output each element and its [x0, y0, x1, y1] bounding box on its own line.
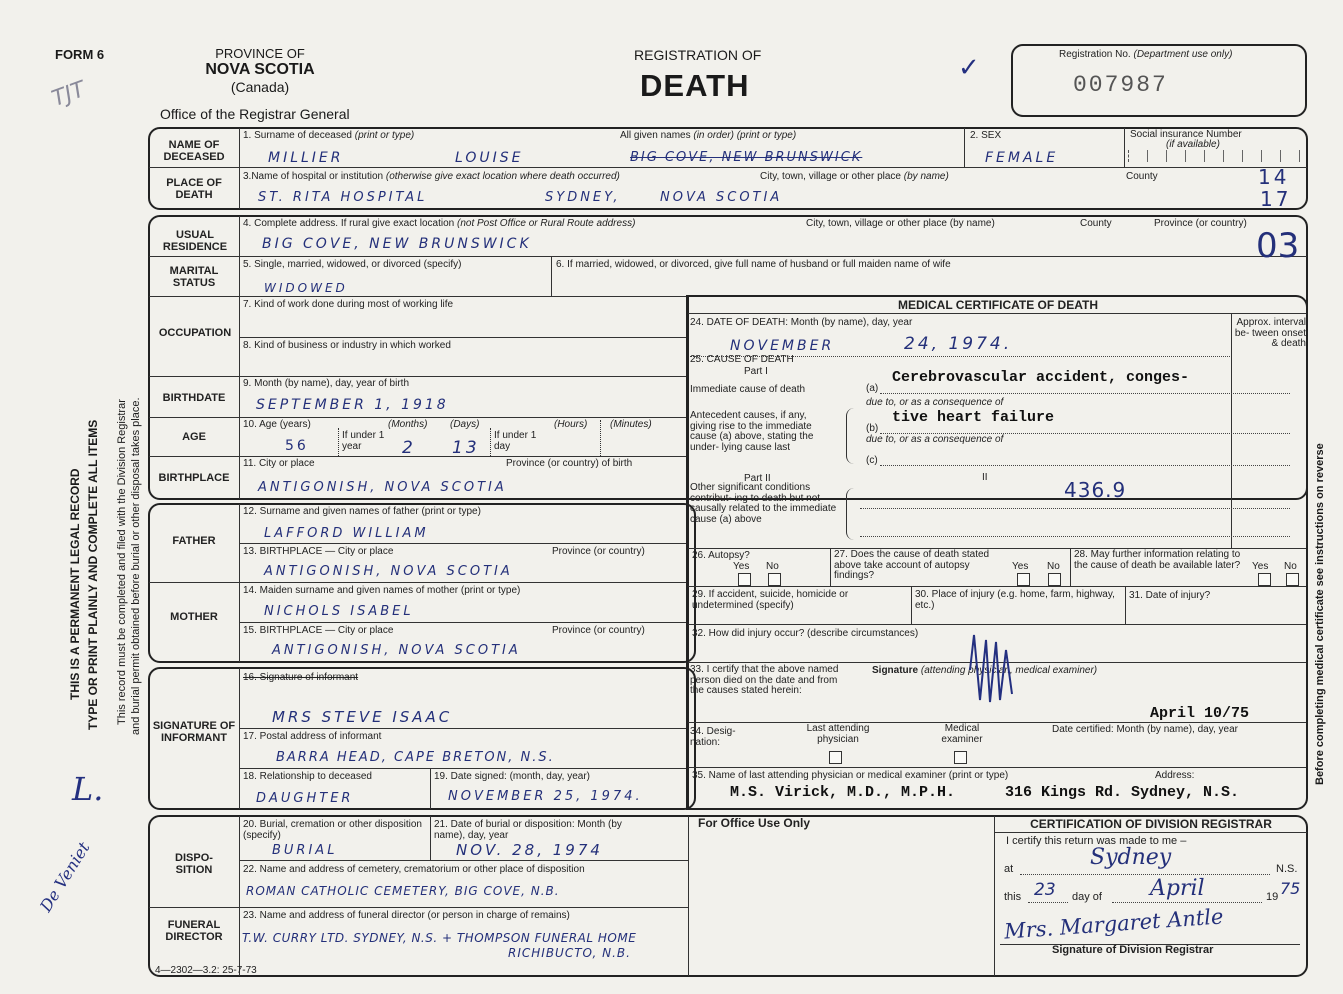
- label-industry: 8. Kind of business or industry in which worked: [243, 340, 451, 351]
- type-print-text: TYPE OR PRINT PLAINLY AND COMPLETE ALL ITEMS: [86, 419, 100, 730]
- corner-note: TJT: [48, 77, 89, 112]
- autopsy-no-checkbox[interactable]: [768, 573, 781, 586]
- value-cemetery: ROMAN CATHOLIC CEMETERY, BIG COVE, N.B.: [246, 884, 560, 898]
- label-28-no: No: [1284, 561, 1297, 572]
- label-marital: 5. Single, married, widowed, or divorced (specify): [243, 259, 462, 270]
- label-date-of-death: 24. DATE OF DEATH: Month (by name), day, year: [690, 317, 913, 328]
- label-address: 4. Complete address. If rural give exact location (not Post Office or Rural Route address): [243, 218, 636, 229]
- label-due-to-2: due to, or as a consequence of: [866, 434, 1004, 445]
- label-designation: 34. Desig- nation:: [690, 726, 736, 748]
- label-city-town: City, town, village or other place (by name): [760, 171, 949, 182]
- label-relationship: 18. Relationship to deceased: [243, 771, 372, 782]
- check-mark: ✓: [958, 52, 980, 82]
- value-funeral-2: RICHIBUCTO, N.B.: [508, 946, 631, 960]
- label-28-yes: Yes: [1252, 561, 1269, 572]
- brace-antecedent: [846, 408, 857, 464]
- value-hospital: ST. RITA HOSPITAL: [258, 190, 428, 205]
- label-informant-address: 17. Postal address of informant: [243, 731, 382, 742]
- permanent-record-text: THIS IS A PERMANENT LEGAL RECORD: [68, 468, 82, 700]
- complete-text-1: This record must be completed and filed with the Division Registrar: [116, 399, 128, 725]
- section-funeral-director: FUNERAL DIRECTOR: [165, 919, 223, 943]
- label-cause-of-death: 25. CAUSE OF DEATH: [690, 354, 794, 365]
- value-mother: NICHOLS ISABEL: [264, 604, 414, 619]
- section-birthplace: BIRTHPLACE: [158, 472, 230, 484]
- value-mother-birthplace: ANTIGONISH, NOVA SCOTIA: [272, 643, 521, 658]
- label-autopsy-no: No: [766, 561, 779, 572]
- label-sin: Social insurance Number: [1130, 129, 1242, 140]
- value-informant-address: BARRA HEAD, CAPE BRETON, N.S.: [276, 750, 555, 765]
- label-date-certified: Date certified: Month (by name), day, year: [1052, 724, 1239, 735]
- value-marital: WIDOWED: [264, 281, 348, 295]
- label-age-days: (Days): [450, 419, 480, 430]
- value-date-signed: NOVEMBER 25, 1974.: [448, 789, 643, 804]
- section-marital-status: MARITAL STATUS: [169, 265, 219, 289]
- form-number: FORM 6: [55, 47, 105, 62]
- section-father: FATHER: [172, 535, 216, 547]
- province-line1: PROVINCE OF: [215, 46, 305, 61]
- section-birthdate: BIRTHDATE: [162, 392, 226, 404]
- label-father-province: Province (or country): [552, 546, 645, 557]
- section-mother: MOTHER: [170, 611, 218, 623]
- death-title: DEATH: [640, 68, 750, 103]
- label-medical-examiner: Medical examiner: [941, 723, 983, 745]
- label-autopsy: 26. Autopsy?: [692, 550, 750, 561]
- label-other-conditions: Other significant conditions contribut- ing to death but not causally related to the immediate cause (a) above: [690, 482, 837, 525]
- province-line3: (Canada): [230, 79, 290, 95]
- label-part2-mark: II: [982, 472, 988, 483]
- label-autopsy-yes: Yes: [733, 561, 750, 572]
- label-county: County: [1126, 171, 1158, 182]
- label-place-injury: 30. Place of injury (e.g. home, farm, highway, etc.): [915, 589, 1115, 611]
- value-sex: FEMALE: [985, 150, 1059, 166]
- value-physician: M.S. Virick, M.D., M.P.H.: [730, 784, 956, 801]
- value-certified-date: April 10/75: [1150, 705, 1250, 722]
- section-occupation: OCCUPATION: [158, 327, 232, 339]
- value-age-days: 13: [452, 438, 480, 458]
- value-registrar-day: 23: [1034, 880, 1056, 900]
- registrar-signature: Mrs. Margaret Antle: [1003, 904, 1225, 944]
- label-year-prefix: 19: [1266, 891, 1279, 903]
- value-relationship: DAUGHTER: [256, 791, 354, 806]
- label-under-day: If under 1 day: [494, 430, 537, 452]
- label-how-injury: 32. How did injury occur? (describe circumstances): [692, 628, 919, 639]
- label-age-minutes: (Minutes): [610, 419, 652, 430]
- label-c: (c): [866, 455, 878, 466]
- label-birthdate: 9. Month (by name), day, year of birth: [243, 378, 410, 389]
- label-day-of: day of: [1072, 891, 1102, 903]
- registration-number-box: [1011, 44, 1307, 117]
- value-father: LAFFORD WILLIAM: [264, 526, 429, 541]
- margin-initial: L.: [72, 770, 104, 808]
- label-cemetery: 22. Name and address of cemetery, crematorium or other place of disposition: [243, 864, 585, 875]
- province-heading: [195, 46, 325, 95]
- further-info-yes-checkbox[interactable]: [1258, 573, 1271, 586]
- value-father-birthplace: ANTIGONISH, NOVA SCOTIA: [264, 564, 513, 579]
- value-given-names: LOUISE: [455, 150, 524, 166]
- label-signature-informant: 16. Signature of informant: [243, 672, 359, 683]
- section-usual-residence: USUAL RESIDENCE: [162, 229, 228, 253]
- value-registrar-month: April: [1150, 876, 1205, 901]
- medical-title: MEDICAL CERTIFICATE OF DEATH: [898, 298, 1098, 312]
- label-burial: 20. Burial, cremation or other disposition (specify): [243, 819, 422, 841]
- label-father-name: 12. Surname and given names of father (print or type): [243, 506, 481, 517]
- label-mother-province: Province (or country): [552, 625, 645, 636]
- last-attending-checkbox[interactable]: [829, 751, 842, 764]
- label-date-injury: 31. Date of injury?: [1129, 590, 1211, 601]
- label-immediate-cause: Immediate cause of death: [690, 384, 806, 395]
- value-physician-address: 316 Kings Rd. Sydney, N.S.: [1005, 784, 1240, 801]
- label-burial-date: 21. Date of burial or disposition: Month (by name), day, year: [434, 819, 622, 841]
- office-use-only: For Office Use Only: [698, 816, 811, 830]
- label-further-info: 28. May further information relating to the cause of death be available later?: [1074, 549, 1241, 571]
- label-age-hours: (Hours): [554, 419, 588, 430]
- complete-text-2: and burial permit obtained before burial or other disposal takes place.: [130, 397, 142, 735]
- value-burial: BURIAL: [272, 843, 338, 858]
- label-birth-province: Province (or country) of birth: [506, 458, 633, 469]
- certification-title: CERTIFICATION OF DIVISION REGISTRAR: [1030, 817, 1272, 831]
- physician-signature: [960, 630, 1030, 708]
- label-approx-interval: Approx. interval be- tween onset & death: [1234, 317, 1306, 349]
- label-registrar-signature: Signature of Division Registrar: [1052, 944, 1214, 956]
- province-line2: NOVA SCOTIA: [205, 61, 315, 78]
- label-physician-name: 35. Name of last attending physician or medical examiner (print or type): [692, 770, 1009, 781]
- label-hospital: 3.Name of hospital or institution (otherwise give exact location where death occurred): [243, 171, 620, 182]
- office-registrar: Office of the Registrar General: [160, 106, 350, 122]
- label-b: (b): [866, 423, 879, 434]
- label-certify-return: I certify this return was made to me –: [1006, 835, 1187, 847]
- label-under-year: If under 1 year: [342, 430, 385, 452]
- value-registrar-place: Sydney: [1090, 845, 1172, 870]
- label-mother-birthplace: 15. BIRTHPLACE — City or place: [243, 625, 394, 636]
- label-age-years: 10. Age (years): [243, 419, 311, 430]
- label-27-yes: Yes: [1012, 561, 1029, 572]
- label-a: (a): [866, 383, 879, 394]
- value-registrar-year: 75: [1280, 879, 1301, 898]
- brace-other: [846, 488, 857, 540]
- value-death-month: NOVEMBER: [730, 338, 835, 354]
- label-res-province: Province (or country): [1154, 218, 1247, 229]
- value-city: SYDNEY,: [545, 190, 621, 205]
- sin-boxes: [1128, 150, 1303, 162]
- form-code: 4—2302—3.2: 25-7-73: [155, 965, 257, 976]
- label-father-birthplace: 13. BIRTHPLACE — City or place: [243, 546, 394, 557]
- label-cause-autopsy: 27. Does the cause of death stated above take account of autopsy findings?: [834, 549, 990, 581]
- value-burial-date: NOV. 28, 1974: [456, 841, 603, 859]
- registration-of: REGISTRATION OF: [634, 47, 762, 63]
- autopsy-yes-checkbox[interactable]: [738, 573, 751, 586]
- section-age: AGE: [182, 431, 206, 443]
- label-certify: 33. I certify that the above named person died on the date and from the causes stated herein:: [690, 664, 839, 696]
- section-disposition: DISPO- SITION: [175, 852, 213, 876]
- value-cause-a: Cerebrovascular accident, conges-: [892, 369, 1190, 386]
- value-age-years: 56: [285, 438, 309, 454]
- label-last-attending: Last attending physician: [806, 723, 870, 745]
- value-age-months: 2: [402, 438, 416, 458]
- label-accident: 29. If accident, suicide, homicide or undetermined (specify): [692, 589, 849, 611]
- label-birth-city: 11. City or place: [243, 458, 315, 469]
- county-code-2: 17: [1260, 187, 1292, 211]
- label-surname: 1. Surname of deceased (print or type): [243, 130, 415, 141]
- residence-code: 03: [1256, 226, 1300, 266]
- further-info-no-checkbox[interactable]: [1286, 573, 1299, 586]
- label-this: this: [1004, 891, 1022, 903]
- label-spouse: 6. If married, widowed, or divorced, give full name of husband or full maiden name of wife: [556, 259, 951, 270]
- registration-number: 007987: [1073, 72, 1168, 98]
- value-surname: MILLIER: [268, 150, 344, 166]
- value-code: 436.9: [1064, 478, 1127, 502]
- value-cause-b: tive heart failure: [892, 409, 1055, 426]
- label-res-county: County: [1080, 218, 1112, 229]
- label-date-signed: 19. Date signed: (month, day, year): [434, 771, 591, 782]
- label-antecedent: Antecedent causes, if any, giving rise to the immediate cause (a) above, stating the under- lying cause last: [690, 410, 814, 453]
- label-27-no: No: [1047, 561, 1060, 572]
- label-given-names: All given names (in order) (print or type): [620, 130, 797, 141]
- autopsy-findings-no-checkbox[interactable]: [1048, 573, 1061, 586]
- value-funeral-1: T.W. CURRY LTD. SYDNEY, N.S. + THOMPSON FUNERAL HOME: [242, 931, 637, 945]
- value-birthplace: ANTIGONISH, NOVA SCOTIA: [258, 480, 507, 495]
- instructions-text: Before completing medical certificate see instructions on reverse: [1314, 443, 1326, 785]
- label-work: 7. Kind of work done during most of working life: [243, 299, 454, 310]
- label-sin-note: (if available): [1166, 139, 1220, 150]
- label-part1: Part I: [744, 366, 768, 377]
- label-at: at: [1004, 863, 1014, 875]
- county-code: 14: [1258, 165, 1290, 189]
- value-residence: BIG COVE, NEW BRUNSWICK: [262, 236, 532, 252]
- section-place-of-death: PLACE OF DEATH: [166, 177, 222, 201]
- value-death-day-year: 24, 1974.: [904, 334, 1013, 354]
- label-mother-name: 14. Maiden surname and given names of mother (print or type): [243, 585, 521, 596]
- value-birthdate: SEPTEMBER 1, 1918: [256, 397, 449, 413]
- margin-name: De Veniet: [36, 838, 94, 916]
- value-province: NOVA SCOTIA: [660, 190, 783, 205]
- autopsy-findings-yes-checkbox[interactable]: [1017, 573, 1030, 586]
- label-ns: N.S.: [1276, 863, 1298, 875]
- label-part2: Part II: [744, 473, 771, 484]
- medical-examiner-checkbox[interactable]: [954, 751, 967, 764]
- label-age-months: (Months): [388, 419, 428, 430]
- value-struck-text: BIG COVE, NEW BRUNSWICK: [630, 150, 863, 165]
- label-res-city: City, town, village or other place (by name): [806, 218, 995, 229]
- label-due-to-1: due to, or as a consequence of: [866, 397, 1004, 408]
- value-informant: MRS STEVE ISAAC: [272, 708, 453, 726]
- label-physician-signature: Signature (attending physician, medical examiner): [872, 665, 1098, 676]
- reg-no-label: Registration No. (Department use only): [1059, 49, 1233, 60]
- section-name-deceased: NAME OF DECEASED: [163, 139, 225, 163]
- section-signature-informant: SIGNATURE OF INFORMANT: [152, 720, 236, 744]
- label-sex: 2. SEX: [970, 130, 1002, 141]
- label-address: Address:: [1155, 770, 1195, 781]
- label-funeral-director: 23. Name and address of funeral director (or person in charge of remains): [243, 910, 570, 921]
